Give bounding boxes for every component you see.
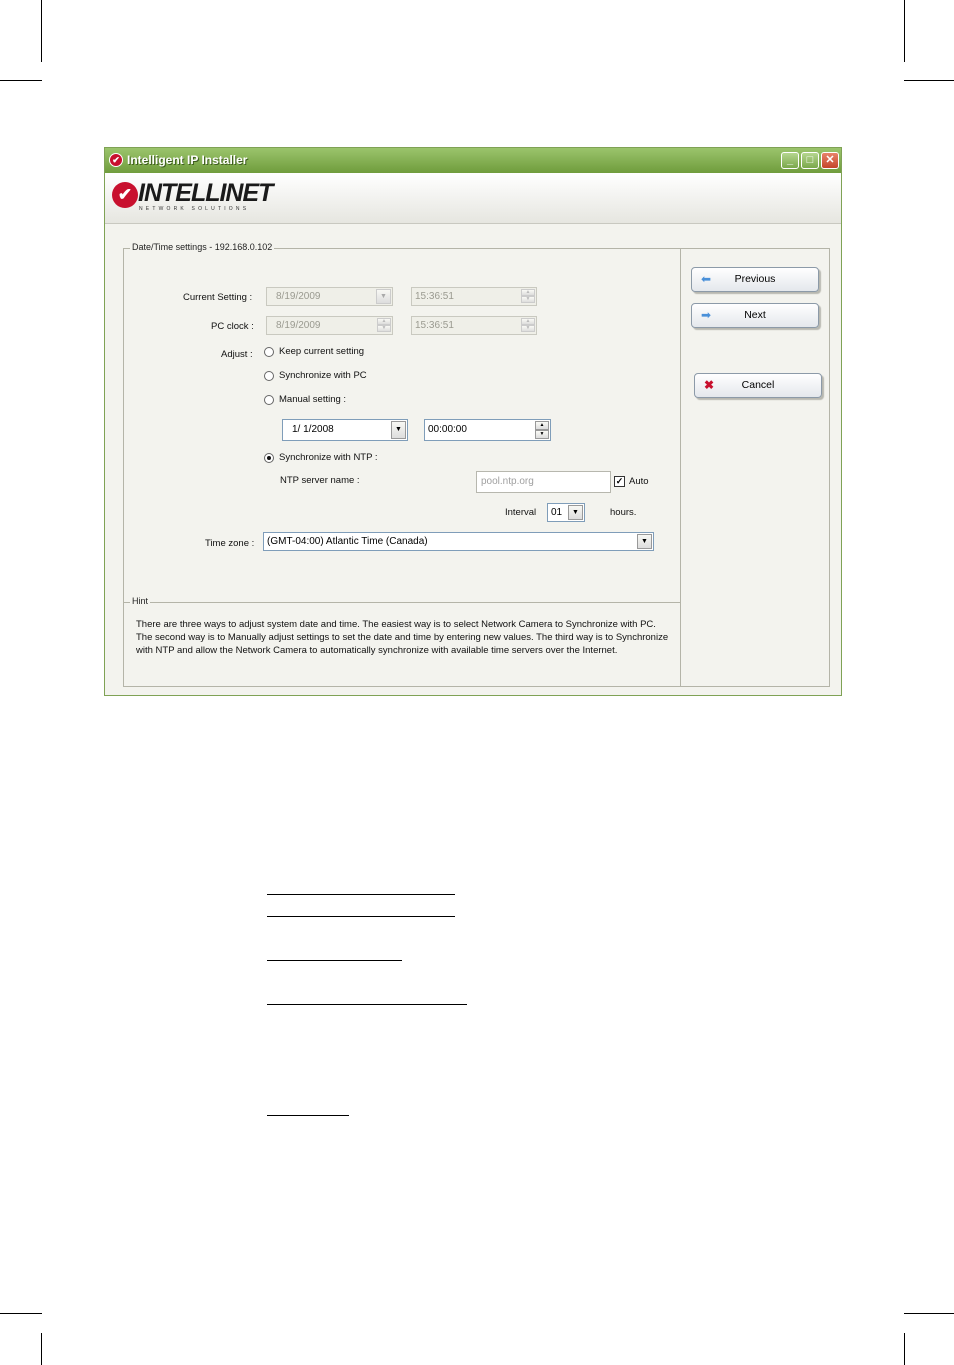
pc-date-field bbox=[266, 316, 393, 335]
installer-window bbox=[104, 147, 842, 696]
manual-time-value: 00:00:00 bbox=[428, 424, 467, 435]
radio-sync-ntp[interactable] bbox=[264, 453, 274, 463]
close-button[interactable]: ✕ bbox=[821, 152, 839, 169]
brand-check-icon: ✔ bbox=[112, 182, 138, 208]
hint-legend: Hint bbox=[132, 596, 149, 606]
time-spinner[interactable]: ▲ ▼ bbox=[535, 421, 549, 439]
check-logo-icon: ✔ bbox=[109, 153, 123, 167]
time-spinner: ▲ ▼ bbox=[521, 318, 535, 333]
option-manual-label: Manual setting : bbox=[279, 394, 347, 405]
current-date-value: 8/19/2009 bbox=[276, 291, 321, 302]
hint-divider bbox=[124, 602, 680, 603]
underline-1 bbox=[267, 894, 455, 895]
crop-mark-br-v bbox=[904, 1333, 905, 1365]
time-spinner: ▲ ▼ bbox=[521, 289, 535, 304]
ntp-server-placeholder: pool.ntp.org bbox=[481, 476, 534, 487]
window-title: Intelligent IP Installer bbox=[127, 153, 248, 167]
chevron-down-icon: ▼ bbox=[376, 289, 391, 304]
brand-header bbox=[105, 173, 841, 224]
crop-mark-tr-v bbox=[904, 0, 905, 62]
radio-manual[interactable] bbox=[264, 395, 274, 405]
cancel-button[interactable] bbox=[694, 373, 822, 398]
settings-panel bbox=[123, 242, 681, 687]
next-button[interactable] bbox=[691, 303, 819, 328]
manual-time-field[interactable] bbox=[424, 419, 551, 441]
current-setting-label: Current Setting : bbox=[183, 292, 253, 303]
arrow-right-icon: ➡ bbox=[701, 308, 712, 322]
hours-label: hours. bbox=[610, 507, 637, 518]
underline-5 bbox=[267, 1115, 349, 1116]
chevron-down-icon[interactable]: ▼ bbox=[637, 534, 652, 549]
ntp-server-input[interactable] bbox=[476, 471, 611, 493]
ntp-server-label: NTP server name : bbox=[280, 475, 360, 486]
radio-sync-pc[interactable] bbox=[264, 371, 274, 381]
pc-time-field bbox=[411, 316, 537, 335]
option-ntp-label: Synchronize with NTP : bbox=[279, 452, 378, 463]
previous-label: Previous bbox=[734, 273, 776, 285]
pc-date-value: 8/19/2009 bbox=[276, 320, 321, 331]
chevron-down-icon[interactable]: ▼ bbox=[568, 505, 583, 520]
timezone-value: (GMT-04:00) Atlantic Time (Canada) bbox=[267, 536, 428, 547]
pc-time-value: 15:36:51 bbox=[415, 320, 454, 331]
crop-mark-tl-h bbox=[0, 80, 42, 81]
crop-mark-bl-h bbox=[0, 1313, 42, 1314]
current-date-field bbox=[266, 287, 393, 306]
brand-logo-text: INTELLINET bbox=[138, 179, 273, 207]
crop-mark-tr-h bbox=[904, 80, 954, 81]
title-bar[interactable] bbox=[105, 148, 841, 174]
hint-text: There are three ways to adjust system date and time. The easiest way is to select Network Camera to Synchronize with PC. The second way is to Manually adjust settings to set the date and time by entering new values. The third way is to Synchronize with NTP and allow the Network Camera to automatically synchronize with available time servers over the Internet. bbox=[136, 619, 669, 656]
timezone-select[interactable] bbox=[263, 532, 654, 551]
manual-date-picker[interactable] bbox=[282, 419, 408, 441]
interval-value: 01 bbox=[551, 507, 563, 518]
crop-mark-bl-v bbox=[41, 1333, 42, 1365]
red-x-icon: ✖ bbox=[704, 378, 715, 392]
timezone-label: Time zone : bbox=[205, 538, 255, 549]
interval-select[interactable] bbox=[547, 503, 585, 522]
interval-label: Interval bbox=[505, 507, 537, 518]
crop-mark-br-h bbox=[904, 1313, 954, 1314]
option-sync-pc-label: Synchronize with PC bbox=[279, 370, 367, 381]
maximize-button[interactable]: □ bbox=[801, 152, 819, 169]
adjust-label: Adjust : bbox=[221, 349, 253, 360]
option-keep-label: Keep current setting bbox=[279, 346, 365, 357]
manual-date-value: 1/ 1/2008 bbox=[292, 424, 334, 435]
chevron-down-icon[interactable]: ▼ bbox=[391, 421, 406, 439]
navigation-sidebar bbox=[680, 248, 830, 687]
date-spinner: ▲ ▼ bbox=[377, 318, 391, 333]
previous-button[interactable] bbox=[691, 267, 819, 292]
cancel-label: Cancel bbox=[741, 379, 775, 391]
auto-label: Auto bbox=[629, 476, 649, 487]
brand-tagline: NETWORK SOLUTIONS bbox=[139, 206, 250, 212]
crop-mark-tl-v bbox=[41, 0, 42, 62]
radio-keep-current[interactable] bbox=[264, 347, 274, 357]
settings-legend: Date/Time settings - 192.168.0.102 bbox=[132, 242, 273, 252]
underline-2 bbox=[267, 916, 455, 917]
minimize-button[interactable]: _ bbox=[781, 152, 799, 169]
underline-4 bbox=[267, 1004, 467, 1005]
current-time-value: 15:36:51 bbox=[415, 291, 454, 302]
arrow-left-icon: ⬅ bbox=[701, 272, 712, 286]
underline-3 bbox=[267, 960, 402, 961]
current-time-field bbox=[411, 287, 537, 306]
next-label: Next bbox=[744, 309, 766, 321]
pc-clock-label: PC clock : bbox=[211, 321, 254, 332]
auto-checkbox[interactable]: ✓ bbox=[615, 476, 624, 486]
